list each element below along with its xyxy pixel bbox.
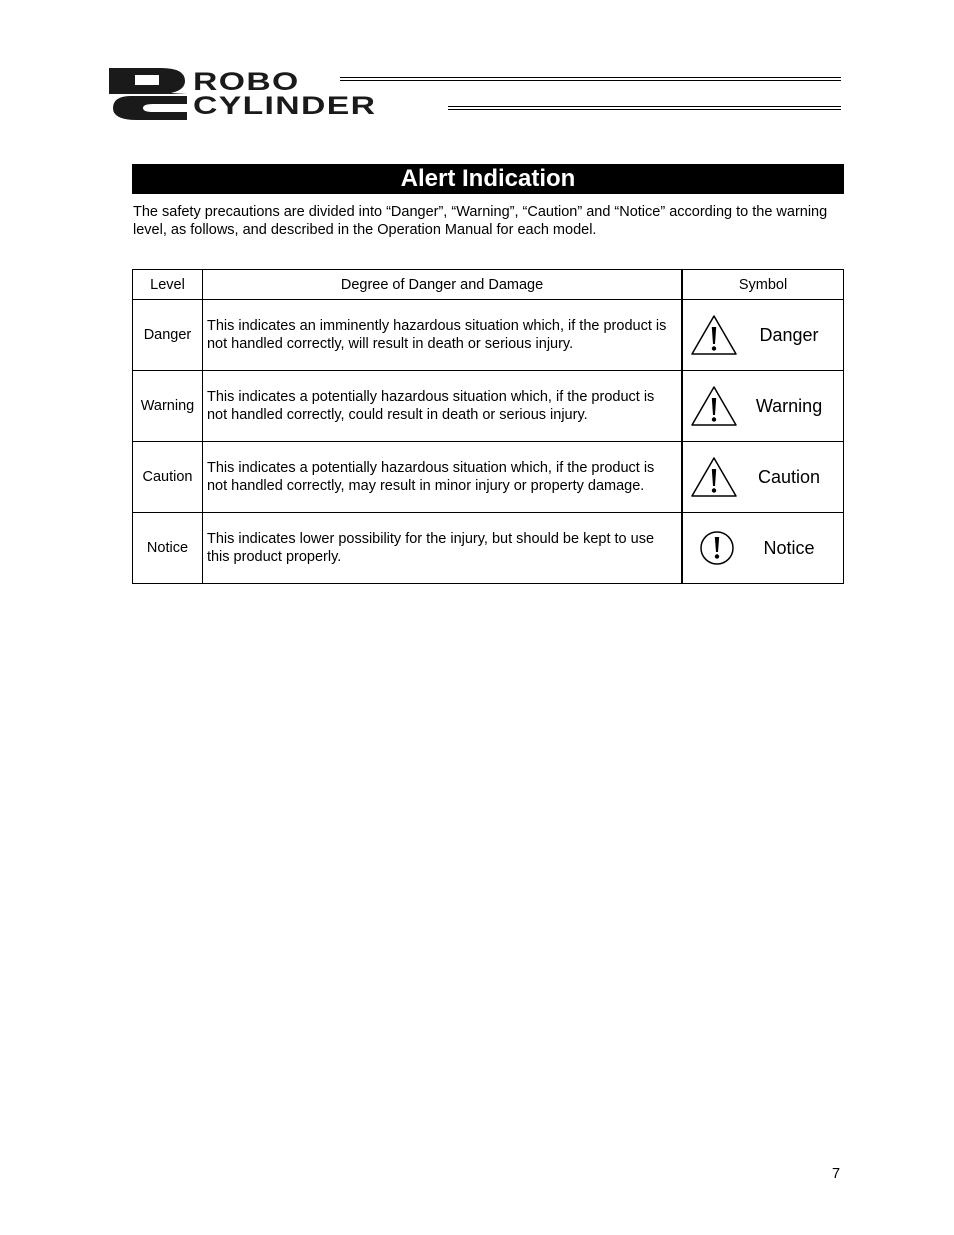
table-row [133,300,844,371]
symbol-cell [682,371,843,442]
symbol-label: Caution [758,467,821,487]
warning-triangle-icon [689,455,739,499]
rc-logo-icon [109,68,189,120]
level-cell: Notice [133,513,203,584]
exclamation-circle-icon [689,526,739,570]
symbol-label: Notice [763,538,815,558]
symbol-cell [682,442,843,513]
logo-rule-top [340,77,841,81]
alert-levels-table [132,269,844,584]
level-cell: Danger [133,300,203,371]
header-level: Level [133,270,203,300]
logo-word-cylinder: CYLINDER [193,92,377,120]
description-cell: This indicates lower possibility for the injury, but should be kept to use this product properly. [202,513,682,584]
page-number: 7 [832,1166,841,1182]
level-cell: Warning [133,371,203,442]
level-cell: Caution [133,442,203,513]
table-row [133,442,844,513]
robo-cylinder-logo [109,68,841,120]
symbol-cell [682,513,843,584]
symbol-label: Danger [759,325,819,345]
section-title: Alert Indication [132,164,844,194]
table-row [133,513,844,584]
description-cell: This indicates a potentially hazardous situation which, if the product is not handled correctly, could result in death or serious injury. [202,371,682,442]
logo-word-robo: ROBO [193,68,300,96]
intro-paragraph: The safety precautions are divided into “Danger”, “Warning”, “Caution” and “Notice” according to the warning level, as follows, and described in the Operation Manual for each model. [133,204,828,238]
header-degree: Degree of Danger and Damage [202,270,682,300]
symbol-label: Warning [755,396,823,416]
symbol-cell [682,300,843,371]
table-header-row [133,270,844,300]
table-row [133,371,844,442]
description-cell: This indicates a potentially hazardous situation which, if the product is not handled correctly, may result in minor injury or property damage. [202,442,682,513]
header-symbol: Symbol [682,270,843,300]
description-cell: This indicates an imminently hazardous situation which, if the product is not handled correctly, will result in death or serious injury. [202,300,682,371]
logo-rule-bottom [448,106,841,110]
warning-triangle-icon [689,384,739,428]
warning-triangle-icon [689,313,739,357]
